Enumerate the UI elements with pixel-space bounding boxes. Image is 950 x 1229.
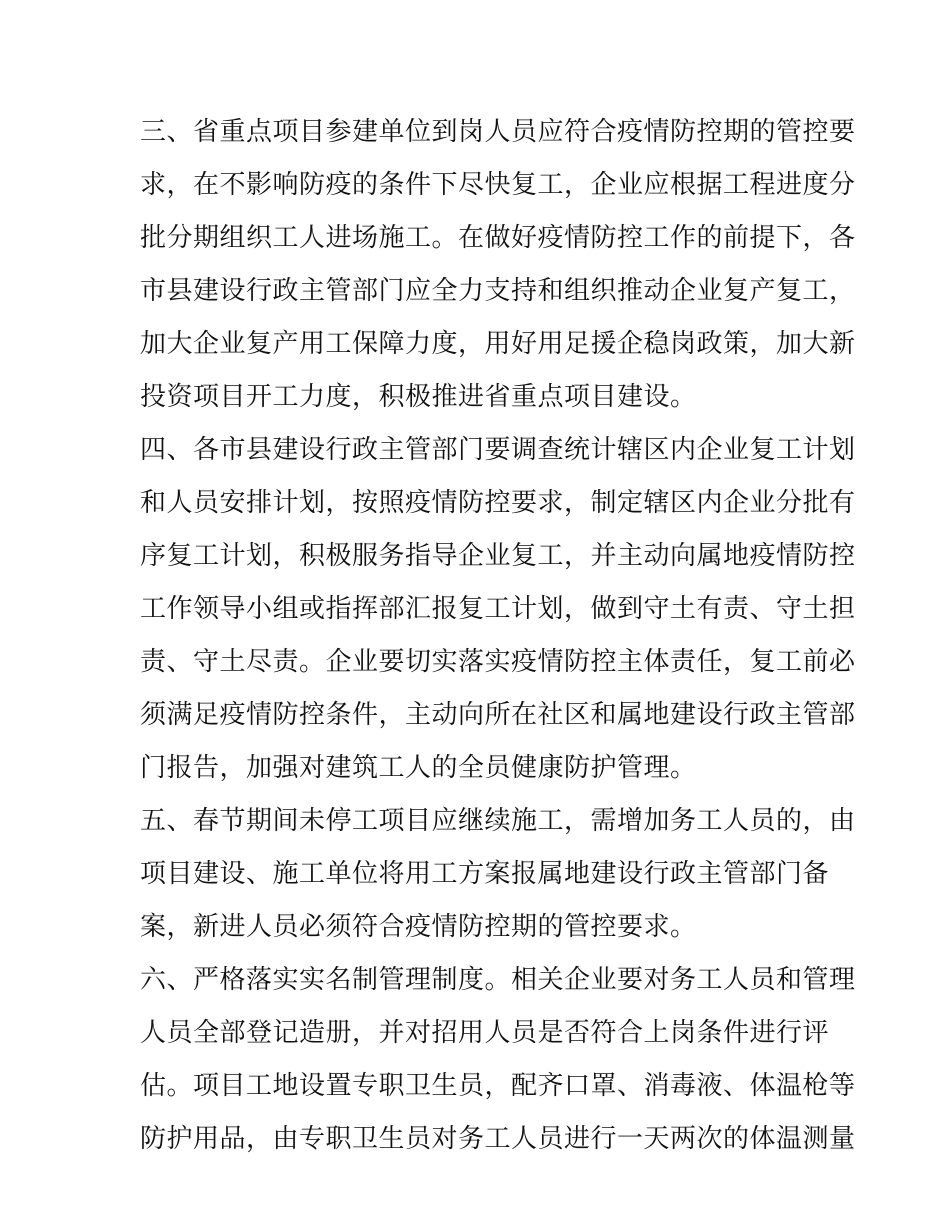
document-body bbox=[140, 106, 856, 1166]
text-line: 防护用品，由专职卫生员对务工人员进行一天两次的体温测量 bbox=[140, 1124, 856, 1154]
text-line: 和人员安排计划，按照疫情防控要求，制定辖区内企业分批有 bbox=[140, 488, 856, 518]
paragraph-section-5 bbox=[140, 795, 856, 954]
paragraph-section-6 bbox=[140, 954, 856, 1166]
text-line: 门报告，加强对建筑工人的全员健康防护管理。 bbox=[140, 753, 697, 783]
text-line: 四、各市县建设行政主管部门要调查统计辖区内企业复工计划 bbox=[140, 435, 856, 465]
text-line: 六、严格落实实名制管理制度。相关企业要对务工人员和管理 bbox=[140, 965, 856, 995]
text-line: 工作领导小组或指挥部汇报复工计划，做到守土有责、守土担 bbox=[140, 594, 856, 624]
text-line: 加大企业复产用工保障力度，用好用足援企稳岗政策，加大新 bbox=[140, 329, 856, 359]
text-line: 估。项目工地设置专职卫生员，配齐口罩、消毒液、体温枪等 bbox=[140, 1071, 856, 1101]
text-line: 批分期组织工人进场施工。在做好疫情防控工作的前提下，各 bbox=[140, 223, 856, 253]
text-line: 五、春节期间未停工项目应继续施工，需增加务工人员的，由 bbox=[140, 806, 856, 836]
text-line: 案，新进人员必须符合疫情防控期的管控要求。 bbox=[140, 912, 697, 942]
text-line: 三、省重点项目参建单位到岗人员应符合疫情防控期的管控要 bbox=[140, 117, 856, 147]
text-line: 项目建设、施工单位将用工方案报属地建设行政主管部门备 bbox=[140, 859, 830, 889]
text-line: 责、守土尽责。企业要切实落实疫情防控主体责任，复工前必 bbox=[140, 647, 856, 677]
text-line: 市县建设行政主管部门应全力支持和组织推动企业复产复工， bbox=[140, 276, 856, 306]
text-line: 序复工计划，积极服务指导企业复工，并主动向属地疫情防控 bbox=[140, 541, 856, 571]
text-line: 人员全部登记造册，并对招用人员是否符合上岗条件进行评 bbox=[140, 1018, 830, 1048]
text-line: 投资项目开工力度，积极推进省重点项目建设。 bbox=[140, 382, 697, 412]
paragraph-section-4 bbox=[140, 424, 856, 795]
paragraph-section-3 bbox=[140, 106, 856, 424]
text-line: 求，在不影响防疫的条件下尽快复工，企业应根据工程进度分 bbox=[140, 170, 856, 200]
text-line: 须满足疫情防控条件，主动向所在社区和属地建设行政主管部 bbox=[140, 700, 856, 730]
